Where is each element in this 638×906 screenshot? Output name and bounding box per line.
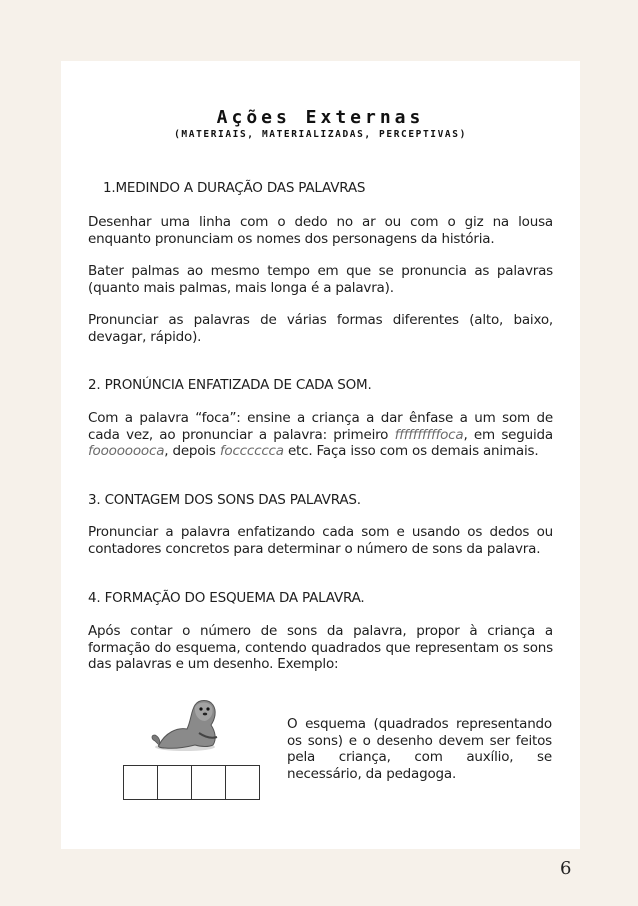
sound-box xyxy=(191,765,226,800)
sound-box xyxy=(123,765,158,800)
section-2-paragraph xyxy=(88,410,553,460)
page-subtitle: (MATERIAIS, MATERIALIZADAS, PERCEPTIVAS) xyxy=(174,129,467,140)
section-3-paragraph: Pronunciar a palavra enfatizando cada som e usando os dedos ou contadores concretos para determinar o número de sons da palavra. xyxy=(88,524,553,557)
emphasis-word: focccccca xyxy=(219,443,284,459)
page-number: 6 xyxy=(560,858,572,879)
seal-icon xyxy=(151,693,229,755)
section-1-paragraph-2: Bater palmas ao mesmo tempo em que se pronuncia as palavras (quanto mais palmas, mais longa é a palavra). xyxy=(88,263,553,296)
document-page xyxy=(61,61,580,849)
section-4-paragraph: Após contar o número de sons da palavra, propor à criança a formação do esquema, contendo quadrados que representam os sons das palavras e um desenho. Exemplo: xyxy=(88,623,553,672)
emphasis-word: ffffffffffoca xyxy=(394,426,464,443)
section-1-heading: 1.MEDINDO A DURAÇÃO DAS PALAVRAS xyxy=(103,180,366,196)
section-1-paragraph-1: Desenhar uma linha com o dedo no ar ou com o giz na lousa enquanto pronunciam os nomes dos personagens da história. xyxy=(88,214,553,247)
text-run: , em seguida xyxy=(463,426,553,443)
section-3-heading: 3. CONTAGEM DOS SONS DAS PALAVRAS. xyxy=(88,492,361,508)
section-1-paragraph-3: Pronunciar as palavras de várias formas diferentes (alto, baixo, devagar, rápido). xyxy=(88,312,553,345)
text-run: Com a palavra “foca”: ensine a criança a dar ênfase a um som de cada vez, ao pronunciar a palavra: primeiro xyxy=(88,410,553,443)
sound-box xyxy=(225,765,260,800)
example-explanation: O esquema (quadrados representando os sons) e o desenho devem ser feitos pela criança, com auxílio, se necessário, da pedagoga. xyxy=(287,716,552,782)
emphasis-word: foooooooca xyxy=(88,443,165,459)
section-2-heading: 2. PRONÚNCIA ENFATIZADA DE CADA SOM. xyxy=(88,377,372,393)
section-4-heading: 4. FORMAÇÃO DO ESQUEMA DA PALAVRA. xyxy=(88,590,365,606)
text-run: , depois xyxy=(164,443,220,459)
text-run: etc. Faça isso com os demais animais. xyxy=(283,443,539,459)
page-title: Ações Externas xyxy=(216,107,425,128)
sound-boxes xyxy=(123,765,259,800)
sound-box xyxy=(157,765,192,800)
